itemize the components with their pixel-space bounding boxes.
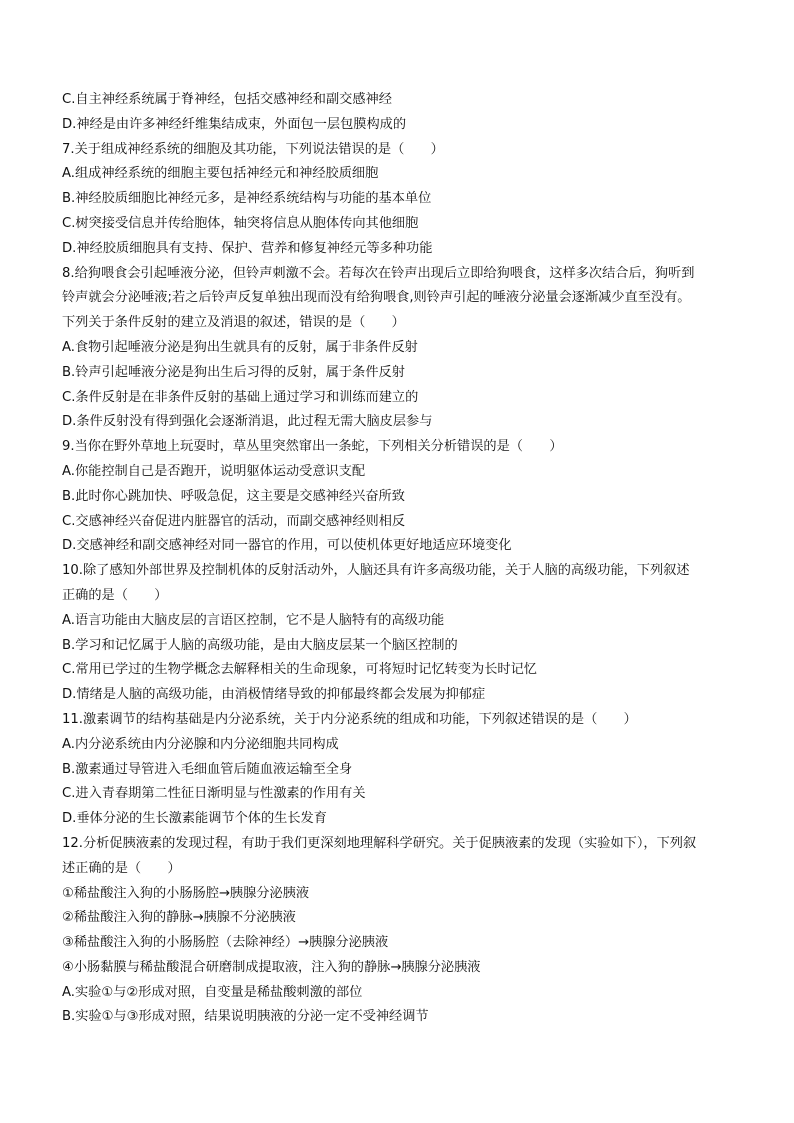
option-a: A.组成神经系统的细胞主要包括神经元和神经胶质细胞 <box>62 166 379 182</box>
question-stem: 11.激素调节的结构基础是内分泌系统，关于内分泌系统的组成和功能，下列叙述错误的是（ ） <box>62 711 637 727</box>
option-d: D.情绪是人脑的高级功能，由消极情绪导致的抑郁最终都会发展为抑郁症 <box>62 687 486 703</box>
option-b: B.神经胶质细胞比神经元多，是神经系统结构与功能的基本单位 <box>62 191 432 207</box>
option-c: C.进入青春期第二性征日渐明显与性激素的作用有关 <box>62 786 366 802</box>
experiment-item: ④小肠黏膜与稀盐酸混合研磨制成提取液，注入狗的静脉→胰腺分泌胰液 <box>62 959 481 975</box>
question-stem-continued: 述正确的是（ ） <box>62 860 181 876</box>
question-stem-continued: 下列关于条件反射的建立及消退的叙述，错误的是（ ） <box>62 315 405 331</box>
option-b: B.激素通过导管进入毛细血管后随血液运输至全身 <box>62 761 353 777</box>
option-c: C.条件反射是在非条件反射的基础上通过学习和训练而建立的 <box>62 389 419 405</box>
option-c: C.树突接受信息并传给胞体，轴突将信息从胞体传向其他细胞 <box>62 215 419 231</box>
option-b: B.实验①与③形成对照，结果说明胰液的分泌一定不受神经调节 <box>62 1009 429 1025</box>
option-b: B.此时你心跳加快、呼吸急促，这主要是交感神经兴奋所致 <box>62 488 405 504</box>
question-stem: 8.给狗喂食会引起唾液分泌，但铃声刺激不会。若每次在铃声出现后立即给狗喂食，这样多次结合后，狗听到 <box>62 265 695 281</box>
question-stem: 7.关于组成神经系统的细胞及其功能，下列说法错误的是（ ） <box>62 141 444 157</box>
text-line: D.神经是由许多神经纤维集结成束，外面包一层包膜构成的 <box>62 116 407 132</box>
option-d: D.神经胶质细胞具有支持、保护、营养和修复神经元等多种功能 <box>62 240 433 256</box>
option-d: D.交感神经和副交感神经对同一器官的作用，可以使机体更好地适应环境变化 <box>62 538 512 554</box>
experiment-item: ③稀盐酸注入狗的小肠肠腔（去除神经）→胰腺分泌胰液 <box>62 935 389 951</box>
experiment-item: ②稀盐酸注入狗的静脉→胰腺不分泌胰液 <box>62 910 296 926</box>
option-c: C.交感神经兴奋促进内脏器官的活动，而副交感神经则相反 <box>62 513 406 529</box>
option-b: B.铃声引起唾液分泌是狗出生后习得的反射，属于条件反射 <box>62 364 405 380</box>
option-c: C.常用已学过的生物学概念去解释相关的生命现象，可将短时记忆转变为长时记忆 <box>62 662 537 678</box>
experiment-item: ①稀盐酸注入狗的小肠肠腔→胰腺分泌胰液 <box>62 885 310 901</box>
option-a: A.内分泌系统由内分泌腺和内分泌细胞共同构成 <box>62 736 339 752</box>
option-a: A.食物引起唾液分泌是狗出生就具有的反射，属于非条件反射 <box>62 339 418 355</box>
option-b: B.学习和记忆属于人脑的高级功能，是由大脑皮层某一个脑区控制的 <box>62 637 458 653</box>
option-d: D.条件反射没有得到强化会逐渐消退，此过程无需大脑皮层参与 <box>62 414 433 430</box>
option-a: A.语言功能由大脑皮层的言语区控制，它不是人脑特有的高级功能 <box>62 612 445 628</box>
question-stem: 10.除了感知外部世界及控制机体的反射活动外，人脑还具有许多高级功能，关于人脑的高级功能，下列叙述 <box>62 563 690 579</box>
question-stem-continued: 正确的是（ ） <box>62 587 168 603</box>
question-text-block <box>62 88 738 1030</box>
option-a: A.实验①与②形成对照，自变量是稀盐酸刺激的部位 <box>62 984 363 1000</box>
question-stem-continued: 铃声就会分泌唾液;若之后铃声反复单独出现而没有给狗喂食,则铃声引起的唾液分泌量会逐渐减少直至没有。 <box>62 290 691 306</box>
option-d: D.垂体分泌的生长激素能调节个体的生长发育 <box>62 811 327 827</box>
option-a: A.你能控制自己是否跑开，说明躯体运动受意识支配 <box>62 463 366 479</box>
text-line: C.自主神经系统属于脊神经，包括交感神经和副交感神经 <box>62 92 392 107</box>
question-stem: 12.分析促胰液素的发现过程，有助于我们更深刻地理解科学研究。关于促胰液素的发现（实验如下），下列叙 <box>62 835 697 851</box>
question-stem: 9.当你在野外草地上玩耍时，草丛里突然窜出一条蛇，下列相关分析错误的是（ ） <box>62 439 563 455</box>
